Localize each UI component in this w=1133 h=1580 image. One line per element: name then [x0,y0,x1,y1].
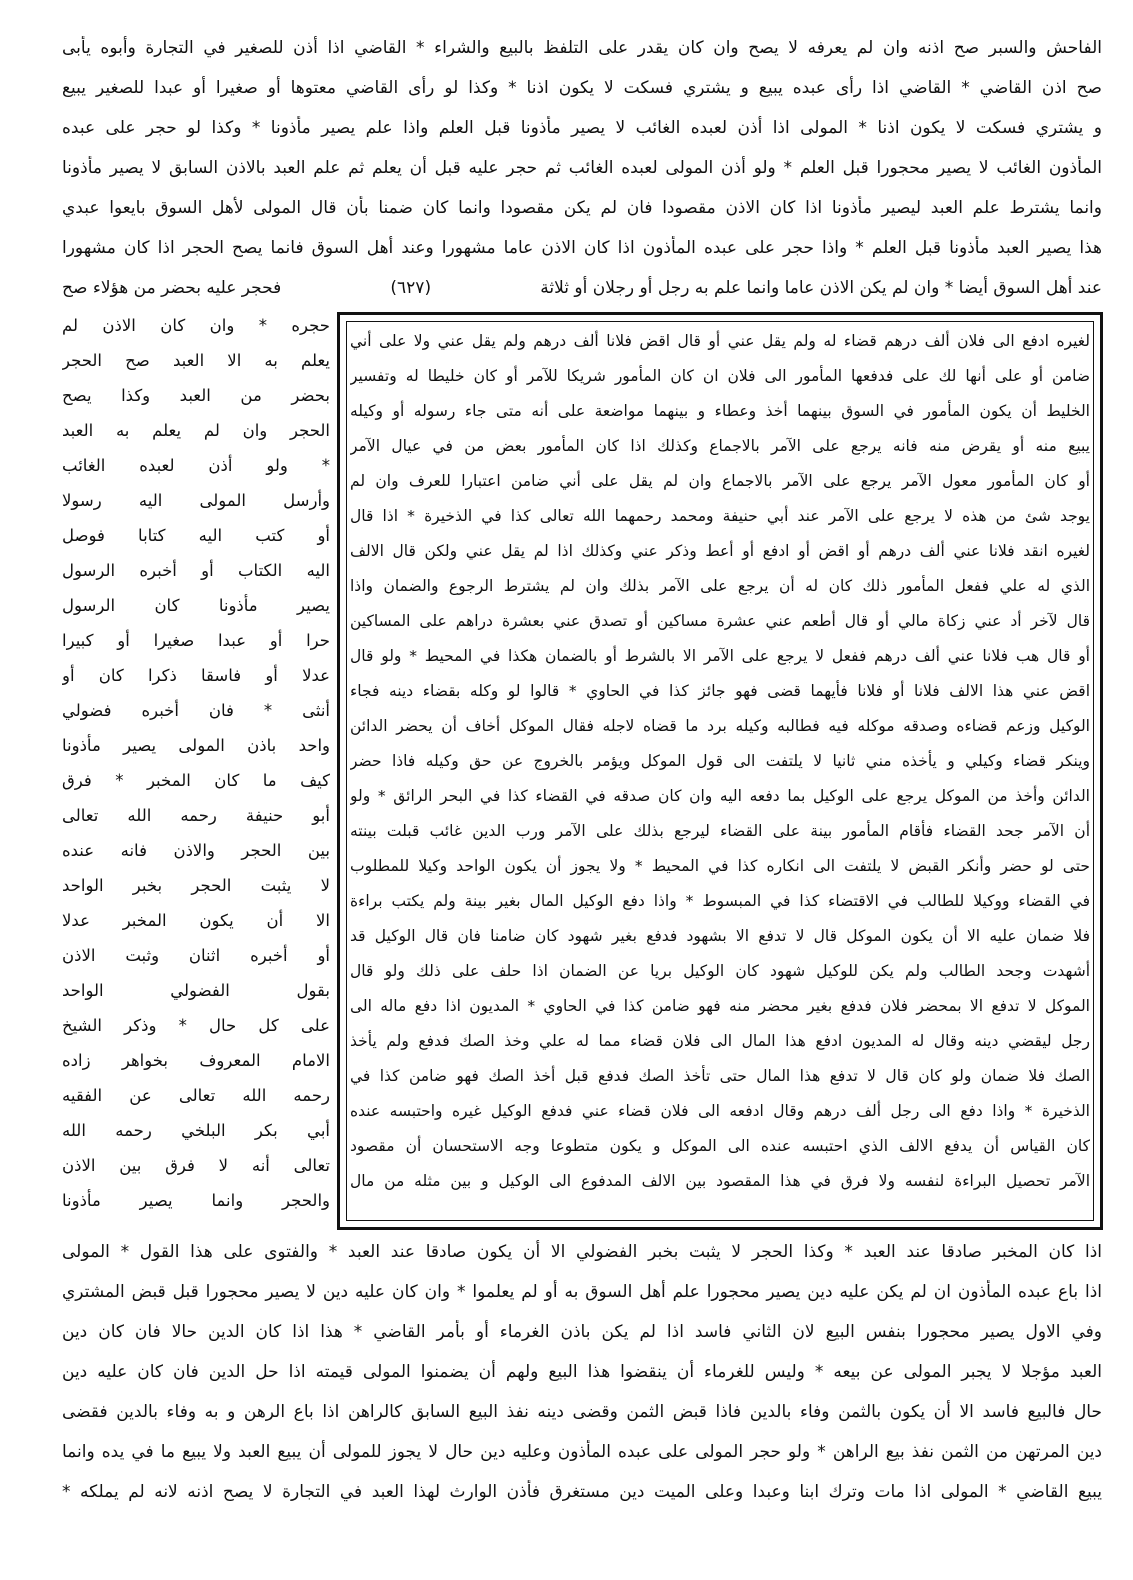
text-line: الدائن وأخذ من الموكل يرجع على الوكيل بما دفعه اليه وان كان صدقه في القضاء كذا في البحر الرائق * ولو [350,787,1090,805]
text-line: أشهدت وجحد الطالب ولم يكن للوكيل شهود كان الوكيل بريا عن الضمان اذا حلف على ذلك ولو قال [350,962,1090,980]
text-line: الحجر وان لم يعلم به العبد [62,421,330,440]
text-line: اليه الكتاب أو أخبره الرسول [62,561,330,580]
text-line: وفي الاول يصير محجورا بنفس البيع لان الثاني فاسد اذا لم يكن باذن الغرماء أو بأمر القاضي * هذا اذا كان الدين حالا فان كان دين [62,1322,1102,1342]
text-line: يبيع منه أو يقرض منه فانه يرجع على الآمر بالاجماع وكذلك اذا كان المأمور بعض من في عيال الآمر [350,437,1090,455]
text-line: الامام المعروف بخواهر زاده [62,1051,330,1070]
text-line: أبو حنيفة رحمه الله تعالى [62,806,330,825]
text-line: أبي بكر البلخي رحمه الله [62,1121,330,1140]
text-line: * ولو أذن لعبده الغائب [62,456,330,475]
text-line: ضامن أو على أنها لك على فدفعها المأمور الى فلان ان كان المأمور شريكا للآمر أو كان خليطا له وتفسير [350,367,1090,385]
text-line-with-page-number [62,276,1102,300]
text-line: عدلا أو فاسقا ذكرا كان أو [62,666,330,685]
text-line: اذا كان المخبر صادقا عند العبد * وكذا الحجر لا يثبت بخبر الفضولي الا أن يكون صادقا عند العبد * والفتوى على هذا القول * المولى [62,1242,1102,1262]
text-line: و يشتري فسكت لا يكون اذنا * المولى اذا أذن لعبده الغائب لا يصير مأذونا قبل العلم واذا علم يصير مأذونا * وكذا لو حجر على عبده [62,118,1102,138]
text-line: قال لآخر أد عني زكاة مالي أو قال أطعم عني عشرة مساكين أو تصدق عني بعشرة دراهم على المساكين [350,612,1090,630]
text-line: المأذون الغائب لا يصير محجورا قبل العلم * ولو أذن المولى لعبده الغائب ثم حجر عليه قبل أن يعلم ثم علم العبد بالاذن السابق لا يصير مأذونا [62,158,1102,178]
text-line: وانما يشترط علم العبد ليصير مأذونا اذا كان الاذن مقصودا فان لم يكن مقصودا وانما كان ضمنا بأن قال المولى لأهل السوق بايعوا عبدي [62,198,1102,218]
text-line: الخليط أن يكون المأمور في السوق بينهما أخذ وعطاء و بينهما مواضعة على أنه متى جاء رسوله أو وكيله [350,402,1090,420]
text-line: أن الآمر جحد القضاء فأقام المأمور بينة على القضاء ليرجع بذلك على الآمر ورب الدين غائب قبلت بينته [350,822,1090,840]
text-line: أو كان المأمور معول الآمر يرجع على الآمر بالاجماع وان لم يقل على أني ضامن اعتبارا للعرف وان لم [350,472,1090,490]
text-line: الفاحش والسبر صح اذنه وان لم يعرفه لا يصح وان كان يقدر على التلفظ بالبيع والشراء * القاضي اذا أذن للصغير في التجارة وأبوه يأبى [62,38,1102,58]
text-line: أنثى * فان أخبره فضولي [62,701,330,720]
bordered-commentary-box [337,312,1103,1230]
text-line: أو كتب اليه كتابا فوصل [62,526,330,545]
text-line: يصير مأذونا كان الرسول [62,596,330,615]
text-line: الذي له علي ففعل المأمور ذلك كان له أن يرجع على الآمر بذلك وان لم يشترط الرجوع والضمان واذا [350,577,1090,595]
text-line: حال فالبيع فاسد الا أن يكون بالثمن وفاء بالدين فاذا قبض الثمن وقضى دينه نفذ البيع السابق كالراهن اذا باع الرهن و به وفاء بالدين فقضى [62,1402,1102,1422]
text-line: واحد باذن المولى يصير مأذونا [62,736,330,755]
text-line: الذخيرة * واذا دفع الى رجل ألف درهم وقال ادفعه الى فلان قضاء عني فدفع الوكيل غيره واحتبسه عنده [350,1102,1090,1120]
text-line: كيف ما كان المخبر * فرق [62,771,330,790]
text-segment: عند أهل السوق أيضا * وان لم يكن الاذن عاما وانما علم به رجل أو رجلان أو ثلاثة [540,278,1102,298]
text-line: صح اذن القاضي * القاضي اذا رأى عبده يبيع و يشتري فسكت لا يكون اذنا * وكذا لو رأى القاضي معتوها أو صغيرا أو عبدا للصغير يبيع [62,78,1102,98]
text-line: على كل حال * وذكر الشيخ [62,1016,330,1035]
text-line: رجل ليقضي دينه وقال له المديون ادفع هذا المال الى فلان قضاء مما له علي وخذ الصك فدفع ولم يأخذ [350,1032,1090,1050]
text-line: بقول الفضولي الواحد [62,981,330,1000]
text-line: العبد مؤجلا لا يجبر المولى عن بيعه * وليس للغرماء أن ينقضوا هذا البيع ولهم أن يضمنوا المولى قيمته اذا حل الدين فان كان عليه دين [62,1362,1102,1382]
text-line: الموكل لا تدفع الا بمحضر فلان فدفع بغير محضر منه فهو ضامن كذا في الحاوي * المديون اذا دفع ماله الى [350,997,1090,1015]
text-line: لغيره ادفع الى فلان ألف درهم قضاء له ولم يقل عني أو قال اقض فلانا ألف درهم ولم يقل عني ولا على أني [350,332,1090,350]
text-line: في القضاء ووكيلا للطالب في الاقتضاء كذا في المبسوط * واذا دفع الوكيل المال بغير بينة ولم يكتب براءة [350,892,1090,910]
text-line: أو قال هب فلانا عني ألف درهم ففعل لا يرجع على الآمر الا بالشرط أو بالضمان هكذا في المحيط * ولو قال [350,647,1090,665]
text-line: والحجر وانما يصير مأذونا [62,1191,330,1210]
text-line: الوكيل وزعم قضاءه وصدقه موكله فيه فطالبه وكيله برد ما قضاه لاجله فقال الموكل أخاف أن يحضر الدائن [350,717,1090,735]
text-line: بحضر من العبد وكذا يصح [62,386,330,405]
text-line: كان القياس أن يدفع الالف الذي احتبسه عنده الى الموكل و يكون متطوعا وجه الاستحسان أن مقصود [350,1137,1090,1155]
text-line: لغيره انقد فلانا عني ألف درهم أو اقض أو ادفع أو أعط وذكر عني وكذلك اذا لم يقل عني ولكن قال الالف [350,542,1090,560]
text-line: اذا باع عبده المأذون ان لم يكن عليه دين يصير محجورا علم أهل السوق به أو لم يعلموا * وان كان عليه دين لا يصير محجورا قبل قبض المشتري [62,1282,1102,1302]
text-line: هذا يصير العبد مأذونا قبل العلم * واذا حجر على عبده المأذون اذا كان الاذن عاما مشهورا وعند أهل السوق فانما يصح الحجر اذا كان مشهورا [62,238,1102,258]
text-line: أو أخبره اثنان وثبت الاذن [62,946,330,965]
text-line: يعلم به الا العبد صح الحجر [62,351,330,370]
text-line: فلا ضمان عليه الا أن يكون الموكل قال لا تدفع الا بشهود فدفع بغير شهود كان ضامنا فان قال الوكيل قد [350,927,1090,945]
text-line: يوجد شئ من هذه لا يرجع على الآمر عند أبي حنيفة ومحمد رحمهما الله تعالى كذا في الذخيرة * اذا قال [350,507,1090,525]
text-line: الصك فلا ضمان ولو كان قال لا تدفع هذا المال حتى تأخذ الصك فدفع قبل أخذ الصك فهو ضامن كذا في [350,1067,1090,1085]
text-line: لا يثبت الحجر بخبر الواحد [62,876,330,895]
text-line: وأرسل المولى اليه رسولا [62,491,330,510]
text-line: يبيع القاضي * المولى اذا مات وترك ابنا وعبدا وعلى الميت دين مستغرق فأذن الوارث لهذا العبد في التجارة لا يصح اذنه لانه لم يملكه * [62,1482,1102,1502]
text-line: دين المرتهن من الثمن نفذ بيع الراهن * ولو حجر المولى على عبده المأذون وعليه دين حال لا يجوز للمولى أن يبيع العبد ولا يبيع ما في يده وانما [62,1442,1102,1462]
page-number: (٦٢٧) [390,278,432,298]
text-line: حرا أو عبدا صغيرا أو كبيرا [62,631,330,650]
text-line: رحمه الله تعالى عن الفقيه [62,1086,330,1105]
text-line: حتى لو حضر وأنكر القبض لا يلتفت الى انكاره كذا في المحيط * ولا يجوز أن يكون الواحد وكيلا للمطلوب [350,857,1090,875]
text-line: حجره * وان كان الاذن لم [62,316,330,335]
text-line: وينكر قضاء وكيلي و يأخذه مني ثانيا لا يلتفت الى قول الموكل ويؤمر بالخروج عن حق وكيله فاذا حضر [350,752,1090,770]
text-line: الا أن يكون المخبر عدلا [62,911,330,930]
text-line: اقض عني هذا الالف فلانا أو فلانا فأيهما قضى فهو جائز كذا في الحاوي * قالوا لو وكله بقضاء دينه فجاء [350,682,1090,700]
text-line: بين الحجر والاذن فانه عنده [62,841,330,860]
text-line: تعالى أنه لا فرق بين الاذن [62,1156,330,1175]
text-segment: فحجر عليه بحضر من هؤلاء صح [62,278,282,298]
text-line: الآمر تحصيل البراءة لنفسه ولا فرق في هذا المقصود بين الالف المدفوع الى الوكيل و بين مثله من مال [350,1172,1090,1190]
